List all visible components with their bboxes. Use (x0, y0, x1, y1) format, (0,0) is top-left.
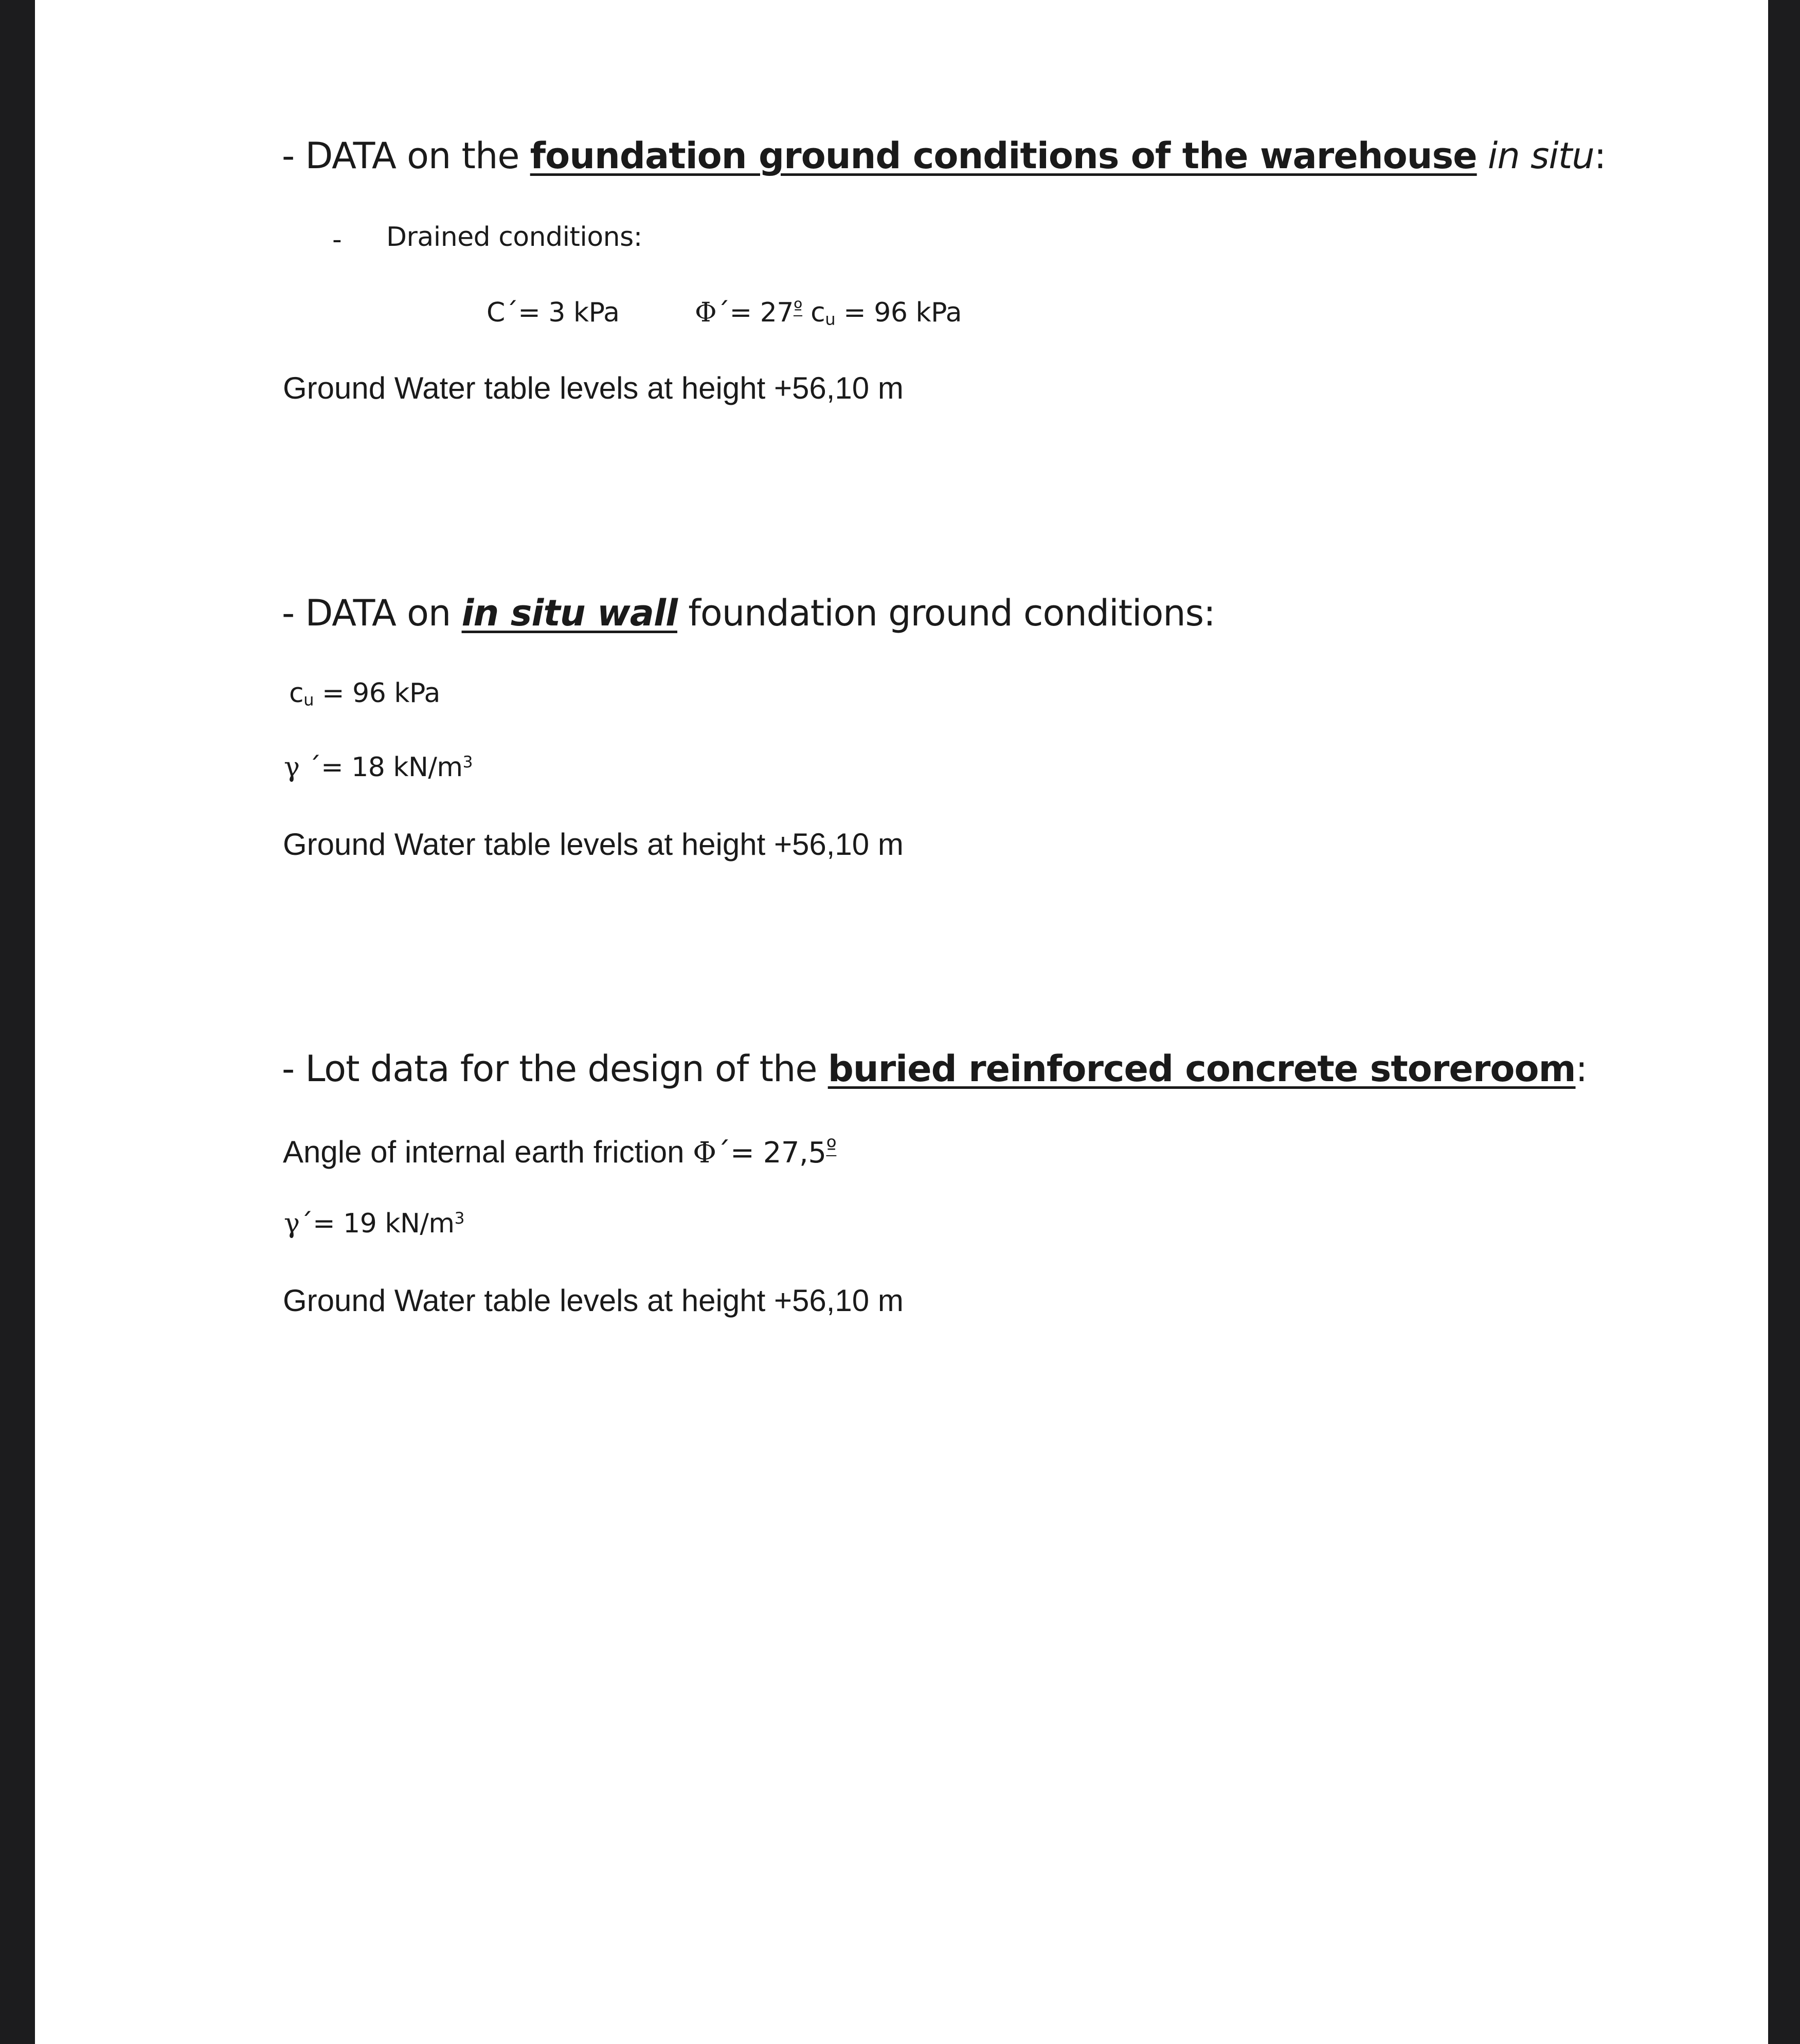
cu-c: c (289, 678, 304, 709)
document-page (35, 0, 1768, 2044)
cohesion-value: C´= 3 kPa (487, 297, 620, 328)
phi-symbol: Φ (695, 297, 717, 328)
section1-heading-prefix: - DATA on the (282, 135, 530, 177)
gamma-rest: ´= 18 kN/m (299, 752, 463, 783)
gamma-symbol: γ (284, 752, 300, 783)
phi-symbol: Φ (693, 1136, 716, 1170)
degree-ordinal: º (826, 1134, 837, 1160)
gamma-symbol: γ (284, 1208, 300, 1239)
undrained-cohesion (289, 678, 440, 710)
drained-conditions-label: Drained conditions: (386, 222, 642, 253)
unit-weight-value (284, 1210, 464, 1237)
cu-subscript: u (825, 309, 836, 329)
section2-heading-emphasis: in situ wall (461, 592, 677, 634)
section1-water-table: Ground Water table levels at height +56,10 m (283, 371, 904, 405)
unit-weight-value (284, 754, 473, 781)
section1-heading-italic: in situ (1477, 135, 1594, 177)
friction-angle-value (695, 296, 962, 329)
section2-heading-suffix: foundation ground conditions: (677, 592, 1215, 634)
cube-superscript: 3 (462, 752, 473, 772)
section1-heading (282, 135, 1606, 177)
friction-label: Angle of internal earth friction (283, 1135, 693, 1169)
section3-heading-prefix: - Lot data for the design of the (282, 1048, 828, 1090)
section3-water-table: Ground Water table levels at height +56,10 m (283, 1283, 904, 1318)
cu-c: c (802, 297, 825, 328)
cu-rest: = 96 kPa (835, 297, 962, 328)
section2-heading (282, 592, 1215, 634)
phi-rest: ´= 27 (716, 297, 794, 328)
section2-heading-prefix: - DATA on (282, 592, 462, 634)
degree-ordinal: º (793, 296, 803, 319)
section3-heading-emphasis: buried reinforced concrete storeroom (827, 1048, 1576, 1090)
section3-heading (282, 1048, 1588, 1090)
cu-rest: = 96 kPa (314, 678, 440, 709)
cu-subscript: u (303, 690, 314, 710)
gamma-rest: ´= 19 kN/m (299, 1208, 455, 1239)
cube-superscript: 3 (454, 1209, 464, 1228)
section1-heading-colon: : (1594, 135, 1606, 177)
friction-angle-line (283, 1134, 837, 1170)
section1-heading-emphasis: foundation ground conditions of the warehouse (530, 135, 1477, 177)
section2-water-table: Ground Water table levels at height +56,10 m (283, 827, 904, 862)
section3-heading-colon: : (1575, 1048, 1588, 1090)
bullet-dash: - (332, 224, 342, 255)
phi-rest: ´= 27,5 (716, 1136, 826, 1170)
